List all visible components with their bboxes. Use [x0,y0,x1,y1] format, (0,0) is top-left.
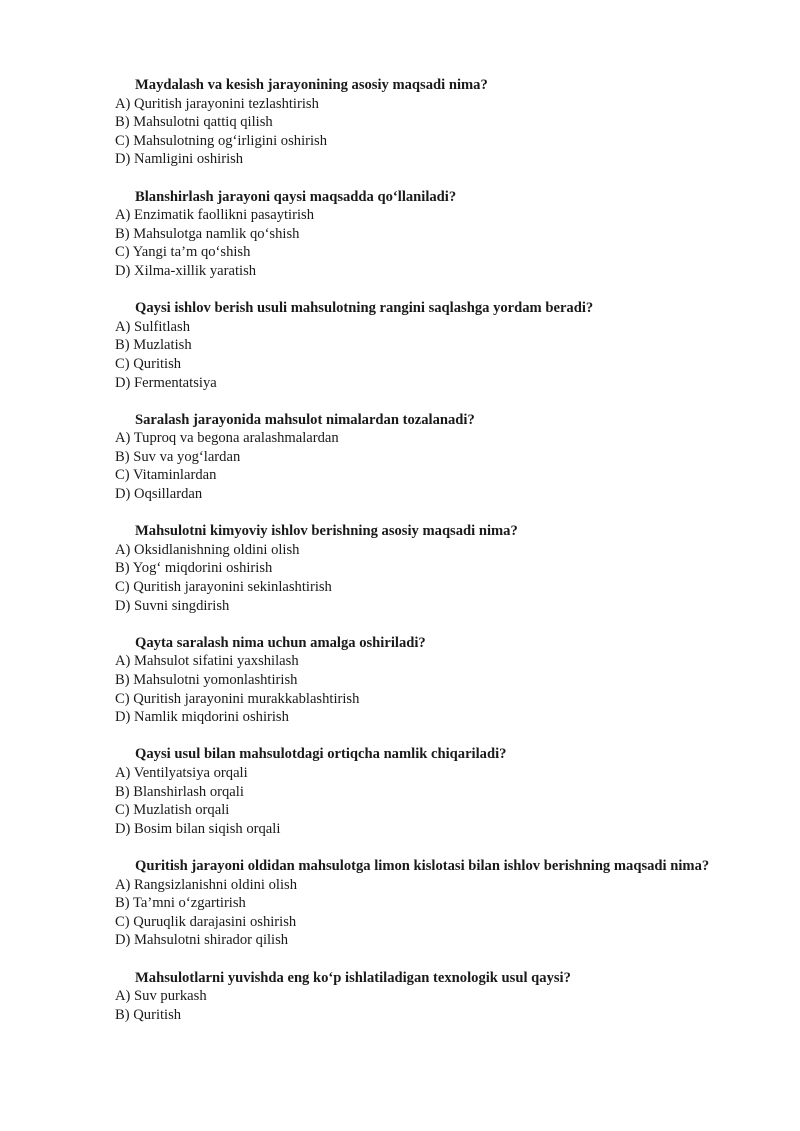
answer-option: B) Yog‘ miqdorini oshirish [115,560,273,577]
answer-option: C) Yangi ta’m qo‘shish [115,244,251,261]
question-block [115,745,727,838]
answer-option: D) Suvni singdirish [115,597,230,614]
question-block [115,76,727,169]
question-title: Mahsulotni kimyoviy ishlov berishning asosiy maqsadi nima? [135,523,518,540]
answer-option: A) Quritish jarayonini tezlashtirish [115,95,319,112]
question-title: Blanshirlash jarayoni qaysi maqsadda qo‘llaniladi? [135,188,457,205]
answer-option: D) Namligini oshirish [115,151,244,168]
answer-option: D) Fermentatsiya [115,374,217,391]
question-title: Qayta saralash nima uchun amalga oshiriladi? [135,634,426,651]
answer-option: A) Tuproq va begona aralashmalardan [115,430,339,447]
answer-option: B) Ta’mni o‘zgartirish [115,895,246,912]
question-block [115,857,727,950]
question-title: Qaysi usul bilan mahsulotdagi ortiqcha namlik chiqariladi? [135,746,507,763]
question-title: Quritish jarayoni oldidan mahsulotga limon kislotasi bilan ishlov berishning maqsadi nima? [135,857,710,874]
question-block [115,634,727,727]
answer-option: A) Ventilyatsiya orqali [115,764,248,781]
answer-option: B) Mahsulotga namlik qo‘shish [115,225,300,242]
question-title: Qaysi ishlov berish usuli mahsulotning rangini saqlashga yordam beradi? [135,300,594,317]
answer-option: D) Oqsillardan [115,486,203,503]
question-block [115,411,727,504]
question-block [115,522,727,615]
answer-option: B) Mahsulotni qattiq qilish [115,114,273,131]
answer-option: A) Enzimatik faollikni pasaytirish [115,207,314,224]
answer-option: D) Bosim bilan siqish orqali [115,820,281,837]
question-block [115,188,727,281]
answer-option: D) Mahsulotni shirador qilish [115,932,289,949]
answer-option: C) Quruqlik darajasini oshirish [115,913,297,930]
answer-option: C) Muzlatish orqali [115,802,230,819]
question-title: Maydalash va kesish jarayonining asosiy maqsadi nima? [135,77,488,93]
answer-option: C) Vitaminlardan [115,467,217,484]
answer-option: A) Sulfitlash [115,318,190,335]
answer-option: B) Mahsulotni yomonlashtirish [115,672,298,688]
answer-option: C) Quritish [115,355,182,372]
question-block [115,299,727,392]
answer-option: B) Quritish [115,1006,182,1023]
answer-option: C) Quritish jarayonini murakkablashtirish [115,690,360,707]
answer-option: D) Xilma-xillik yaratish [115,262,257,279]
answer-option: A) Oksidlanishning oldini olish [115,541,300,558]
answer-option: B) Blanshirlash orqali [115,783,244,800]
answer-option: A) Rangsizlanishni oldini olish [115,876,298,893]
answer-option: B) Suv va yog‘lardan [115,448,241,465]
question-block [115,969,727,1025]
answer-option: A) Suv purkash [115,988,207,1005]
answer-option: C) Mahsulotning og‘irligini oshirish [115,132,328,149]
answer-option: B) Muzlatish [115,337,192,354]
question-title: Mahsulotlarni yuvishda eng ko‘p ishlatiladigan texnologik usul qaysi? [135,969,571,986]
question-title: Saralash jarayonida mahsulot nimalardan tozalanadi? [135,411,475,428]
answer-option: C) Quritish jarayonini sekinlashtirish [115,579,332,596]
question-list [115,76,727,1043]
answer-option: D) Namlik miqdorini oshirish [115,709,289,726]
answer-option: A) Mahsulot sifatini yaxshilash [115,653,299,670]
